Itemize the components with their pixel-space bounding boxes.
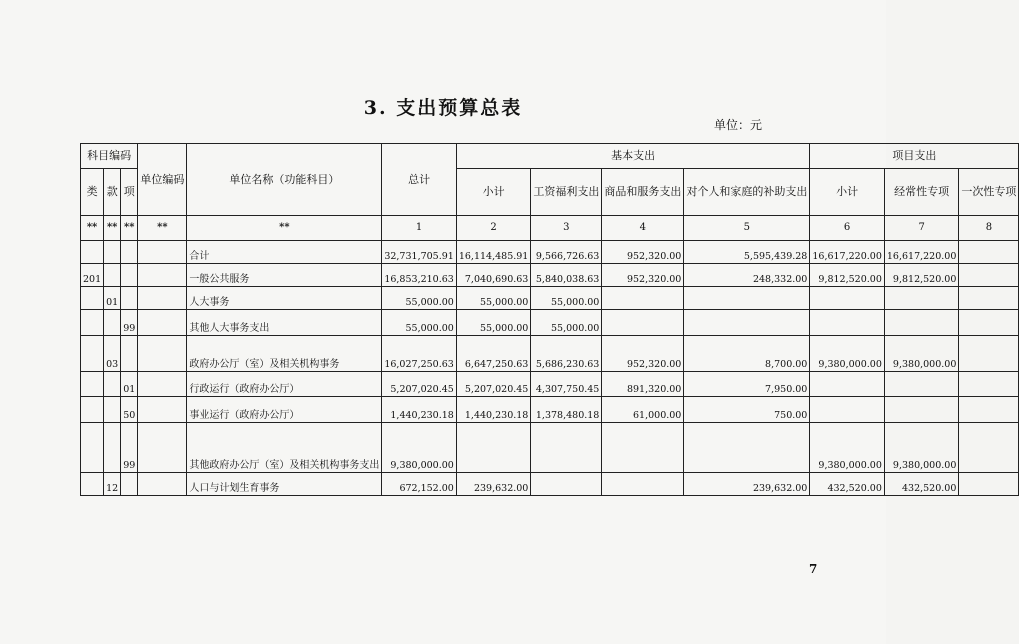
index-cell: 2: [456, 216, 531, 241]
onetime-cell: [959, 423, 1019, 473]
index-cell: 7: [884, 216, 959, 241]
header-wages-welfare: 工资福利支出: [531, 169, 602, 216]
unit-code-cell: [138, 336, 187, 372]
unit-code-cell: [138, 241, 187, 264]
personal-cell: 5,595,439.28: [684, 241, 810, 264]
basic-subtotal-cell: 6,647,250.63: [456, 336, 531, 372]
index-cell: **: [187, 216, 382, 241]
goods-cell: [602, 310, 684, 336]
basic-subtotal-cell: [456, 423, 531, 473]
xiang-cell: 99: [121, 310, 138, 336]
wages-cell: 55,000.00: [531, 310, 602, 336]
index-cell: 6: [810, 216, 885, 241]
header-subject-code: 科目编码: [81, 144, 138, 169]
wages-cell: 4,307,750.45: [531, 372, 602, 397]
lei-cell: [81, 241, 104, 264]
index-cell: **: [81, 216, 104, 241]
header-unit-code: 单位编码: [138, 144, 187, 216]
header-unit-name: 单位名称（功能科目）: [187, 144, 382, 216]
project-subtotal-cell: 9,380,000.00: [810, 423, 885, 473]
unit-code-cell: [138, 310, 187, 336]
personal-cell: 248,332.00: [684, 264, 810, 287]
lei-cell: [81, 473, 104, 496]
unit-name-cell: 事业运行（政府办公厅）: [187, 397, 382, 423]
personal-cell: 8,700.00: [684, 336, 810, 372]
kuan-cell: 03: [104, 336, 121, 372]
goods-cell: [602, 473, 684, 496]
index-cell: **: [121, 216, 138, 241]
project-subtotal-cell: [810, 372, 885, 397]
goods-cell: 952,320.00: [602, 264, 684, 287]
project-subtotal-cell: 9,812,520.00: [810, 264, 885, 287]
wages-cell: 55,000.00: [531, 287, 602, 310]
kuan-cell: [104, 264, 121, 287]
onetime-cell: [959, 287, 1019, 310]
header-xiang: 项: [121, 169, 138, 216]
xiang-cell: [121, 264, 138, 287]
onetime-cell: [959, 310, 1019, 336]
xiang-cell: [121, 473, 138, 496]
personal-cell: [684, 310, 810, 336]
goods-cell: 952,320.00: [602, 336, 684, 372]
header-goods-services: 商品和服务支出: [602, 169, 684, 216]
unit-code-cell: [138, 372, 187, 397]
index-cell: **: [104, 216, 121, 241]
basic-subtotal-cell: 1,440,230.18: [456, 397, 531, 423]
kuan-cell: [104, 241, 121, 264]
goods-cell: 891,320.00: [602, 372, 684, 397]
project-subtotal-cell: 9,380,000.00: [810, 336, 885, 372]
total-cell: 55,000.00: [382, 310, 457, 336]
total-cell: 32,731,705.91: [382, 241, 457, 264]
personal-cell: 239,632.00: [684, 473, 810, 496]
recurring-cell: [884, 310, 959, 336]
personal-cell: 7,950.00: [684, 372, 810, 397]
kuan-cell: [104, 423, 121, 473]
index-cell: 5: [684, 216, 810, 241]
page-title: 3. 支出预算总表: [363, 97, 523, 119]
index-row: [81, 216, 1019, 241]
wages-cell: [531, 423, 602, 473]
header-basic-expense: 基本支出: [456, 144, 810, 169]
xiang-cell: [121, 287, 138, 310]
wages-cell: 5,840,038.63: [531, 264, 602, 287]
unit-code-cell: [138, 397, 187, 423]
recurring-cell: [884, 397, 959, 423]
project-subtotal-cell: [810, 310, 885, 336]
unit-name-cell: 一般公共服务: [187, 264, 382, 287]
unit-name-cell: 其他政府办公厅（室）及相关机构事务支出: [187, 423, 382, 473]
unit-name-cell: 行政运行（政府办公厅）: [187, 372, 382, 397]
total-cell: 672,152.00: [382, 473, 457, 496]
header-row-1: [81, 144, 1019, 169]
table-row: [81, 372, 1019, 397]
unit-name-cell: 人口与计划生育事务: [187, 473, 382, 496]
xiang-cell: 50: [121, 397, 138, 423]
onetime-cell: [959, 372, 1019, 397]
index-cell: **: [138, 216, 187, 241]
onetime-cell: [959, 336, 1019, 372]
onetime-cell: [959, 264, 1019, 287]
recurring-cell: 9,380,000.00: [884, 336, 959, 372]
unit-code-cell: [138, 264, 187, 287]
table-row: [81, 423, 1019, 473]
kuan-cell: [104, 397, 121, 423]
goods-cell: 61,000.00: [602, 397, 684, 423]
wages-cell: 1,378,480.18: [531, 397, 602, 423]
xiang-cell: 01: [121, 372, 138, 397]
personal-cell: 750.00: [684, 397, 810, 423]
onetime-cell: [959, 241, 1019, 264]
total-cell: 16,853,210.63: [382, 264, 457, 287]
lei-cell: [81, 287, 104, 310]
basic-subtotal-cell: 239,632.00: [456, 473, 531, 496]
unit-name-cell: 政府办公厅（室）及相关机构事务: [187, 336, 382, 372]
lei-cell: [81, 423, 104, 473]
xiang-cell: [121, 336, 138, 372]
basic-subtotal-cell: 7,040,690.63: [456, 264, 531, 287]
lei-cell: [81, 372, 104, 397]
table-body: [81, 241, 1019, 496]
onetime-cell: [959, 473, 1019, 496]
basic-subtotal-cell: 5,207,020.45: [456, 372, 531, 397]
index-cell: 4: [602, 216, 684, 241]
header-lei: 类: [81, 169, 104, 216]
recurring-cell: 9,812,520.00: [884, 264, 959, 287]
lei-cell: [81, 310, 104, 336]
header-basic-subtotal: 小计: [456, 169, 531, 216]
index-cell: 3: [531, 216, 602, 241]
total-cell: 55,000.00: [382, 287, 457, 310]
header-recurring-project: 经常性专项: [884, 169, 959, 216]
table-row: [81, 397, 1019, 423]
unit-name-cell: 其他人大事务支出: [187, 310, 382, 336]
table-row: [81, 310, 1019, 336]
table-row: [81, 473, 1019, 496]
lei-cell: [81, 397, 104, 423]
basic-subtotal-cell: 55,000.00: [456, 287, 531, 310]
personal-cell: [684, 423, 810, 473]
project-subtotal-cell: [810, 287, 885, 310]
basic-subtotal-cell: 55,000.00: [456, 310, 531, 336]
recurring-cell: 9,380,000.00: [884, 423, 959, 473]
page-number: 7: [809, 562, 818, 576]
wages-cell: 5,686,230.63: [531, 336, 602, 372]
unit-code-cell: [138, 287, 187, 310]
table-row: [81, 241, 1019, 264]
header-onetime-project: 一次性专项: [959, 169, 1019, 216]
header-kuan: 款: [104, 169, 121, 216]
index-cell: 1: [382, 216, 457, 241]
index-cell: 8: [959, 216, 1019, 241]
unit-name-cell: 合计: [187, 241, 382, 264]
basic-subtotal-cell: 16,114,485.91: [456, 241, 531, 264]
table-row: [81, 287, 1019, 310]
unit-label: 单位：元: [714, 118, 763, 132]
kuan-cell: 12: [104, 473, 121, 496]
recurring-cell: [884, 287, 959, 310]
table-row: [81, 336, 1019, 372]
unit-code-cell: [138, 423, 187, 473]
lei-cell: [81, 336, 104, 372]
project-subtotal-cell: 432,520.00: [810, 473, 885, 496]
unit-name-cell: 人大事务: [187, 287, 382, 310]
kuan-cell: [104, 372, 121, 397]
wages-cell: [531, 473, 602, 496]
wages-cell: 9,566,726.63: [531, 241, 602, 264]
total-cell: 16,027,250.63: [382, 336, 457, 372]
total-cell: 9,380,000.00: [382, 423, 457, 473]
lei-cell: 201: [81, 264, 104, 287]
total-cell: 5,207,020.45: [382, 372, 457, 397]
recurring-cell: [884, 372, 959, 397]
kuan-cell: [104, 310, 121, 336]
total-cell: 1,440,230.18: [382, 397, 457, 423]
table-row: [81, 264, 1019, 287]
header-project-expense: 项目支出: [810, 144, 1019, 169]
expenditure-budget-table: [80, 143, 1019, 496]
project-subtotal-cell: [810, 397, 885, 423]
unit-code-cell: [138, 473, 187, 496]
xiang-cell: [121, 241, 138, 264]
header-project-subtotal: 小计: [810, 169, 885, 216]
kuan-cell: 01: [104, 287, 121, 310]
xiang-cell: 99: [121, 423, 138, 473]
header-total: 总计: [382, 144, 457, 216]
recurring-cell: 432,520.00: [884, 473, 959, 496]
header-personal-household: 对个人和家庭的补助支出: [684, 169, 810, 216]
goods-cell: [602, 423, 684, 473]
personal-cell: [684, 287, 810, 310]
project-subtotal-cell: 16,617,220.00: [810, 241, 885, 264]
goods-cell: [602, 287, 684, 310]
onetime-cell: [959, 397, 1019, 423]
goods-cell: 952,320.00: [602, 241, 684, 264]
recurring-cell: 16,617,220.00: [884, 241, 959, 264]
